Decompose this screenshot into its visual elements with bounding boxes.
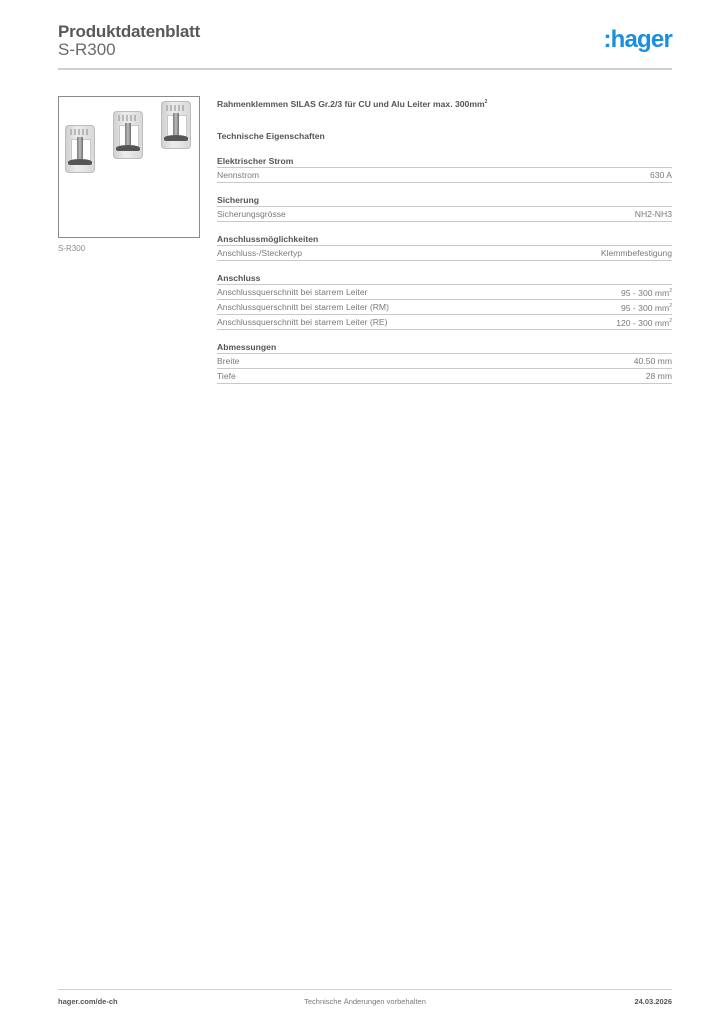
spec-row	[217, 315, 672, 330]
spec-label: Anschlussquerschnitt bei starrem Leiter (RE)	[217, 317, 388, 327]
clamp-icon	[161, 101, 191, 149]
section-anschlussmoeglichkeiten	[217, 233, 672, 261]
section-abmessungen	[217, 341, 672, 384]
section-sicherung	[217, 194, 672, 222]
section-title: Elektrischer Strom	[217, 155, 672, 168]
section-title: Sicherung	[217, 194, 672, 207]
spec-row	[217, 207, 672, 222]
disclaimer: Technische Änderungen vorbehalten	[304, 997, 426, 1006]
spec-row	[217, 246, 672, 261]
spec-row	[217, 168, 672, 183]
spec-value: 95 - 300 $mm^2$	[620, 302, 672, 313]
spec-label: Sicherungsgrösse	[217, 209, 286, 219]
product-code: S-R300	[58, 40, 116, 59]
spec-label: Nennstrom	[217, 170, 260, 180]
document-title: Produktdatenblatt	[58, 22, 201, 41]
superscript: 2	[484, 99, 488, 105]
spec-value: 630 A	[650, 170, 672, 180]
document-date: 24.03.2026	[634, 997, 672, 1006]
hager-logo: :hager	[603, 26, 672, 53]
website-link[interactable]: hager.com/de-ch	[58, 997, 118, 1006]
spec-value: Klemmbefestigung	[600, 248, 672, 258]
spec-value: 40.50 mm	[633, 356, 672, 366]
spec-row	[217, 369, 672, 384]
spec-row	[217, 300, 672, 315]
section-title: Abmessungen	[217, 341, 672, 354]
footer-divider	[58, 989, 672, 990]
section-title: Anschluss	[217, 272, 672, 285]
section-anschluss	[217, 272, 672, 330]
spec-label: Anschlussquerschnitt bei starrem Leiter (RM)	[217, 302, 389, 312]
spec-label: Breite	[217, 356, 240, 366]
clamp-icon	[113, 111, 143, 159]
product-details	[217, 96, 672, 384]
page-header	[58, 20, 672, 70]
header-divider	[58, 68, 672, 70]
spec-label: Anschlussquerschnitt bei starrem Leiter	[217, 287, 368, 297]
product-description	[217, 96, 672, 110]
page-footer	[58, 997, 672, 1009]
section-elektrischer-strom	[217, 155, 672, 183]
spec-value: 95 - 300 $mm^2$	[620, 287, 672, 298]
spec-row	[217, 285, 672, 300]
technical-properties-heading: Technische Eigenschaften	[217, 131, 325, 141]
spec-label: Anschluss-/Steckertyp	[217, 248, 303, 258]
section-title: Anschlussmöglichkeiten	[217, 233, 672, 246]
spec-value: 28 mm	[645, 371, 672, 381]
product-description-text: Rahmenklemmen SILAS Gr.2/3 für CU und Alu Leiter max. 300mm	[217, 98, 485, 109]
product-image	[58, 96, 200, 238]
spec-value: NH2-NH3	[634, 209, 672, 219]
spec-value: 120 - 300 $mm^2$	[616, 317, 672, 328]
spec-label: Tiefe	[217, 371, 236, 381]
image-caption: S-R300	[58, 244, 86, 253]
clamp-icon	[65, 125, 95, 173]
spec-row	[217, 354, 672, 369]
